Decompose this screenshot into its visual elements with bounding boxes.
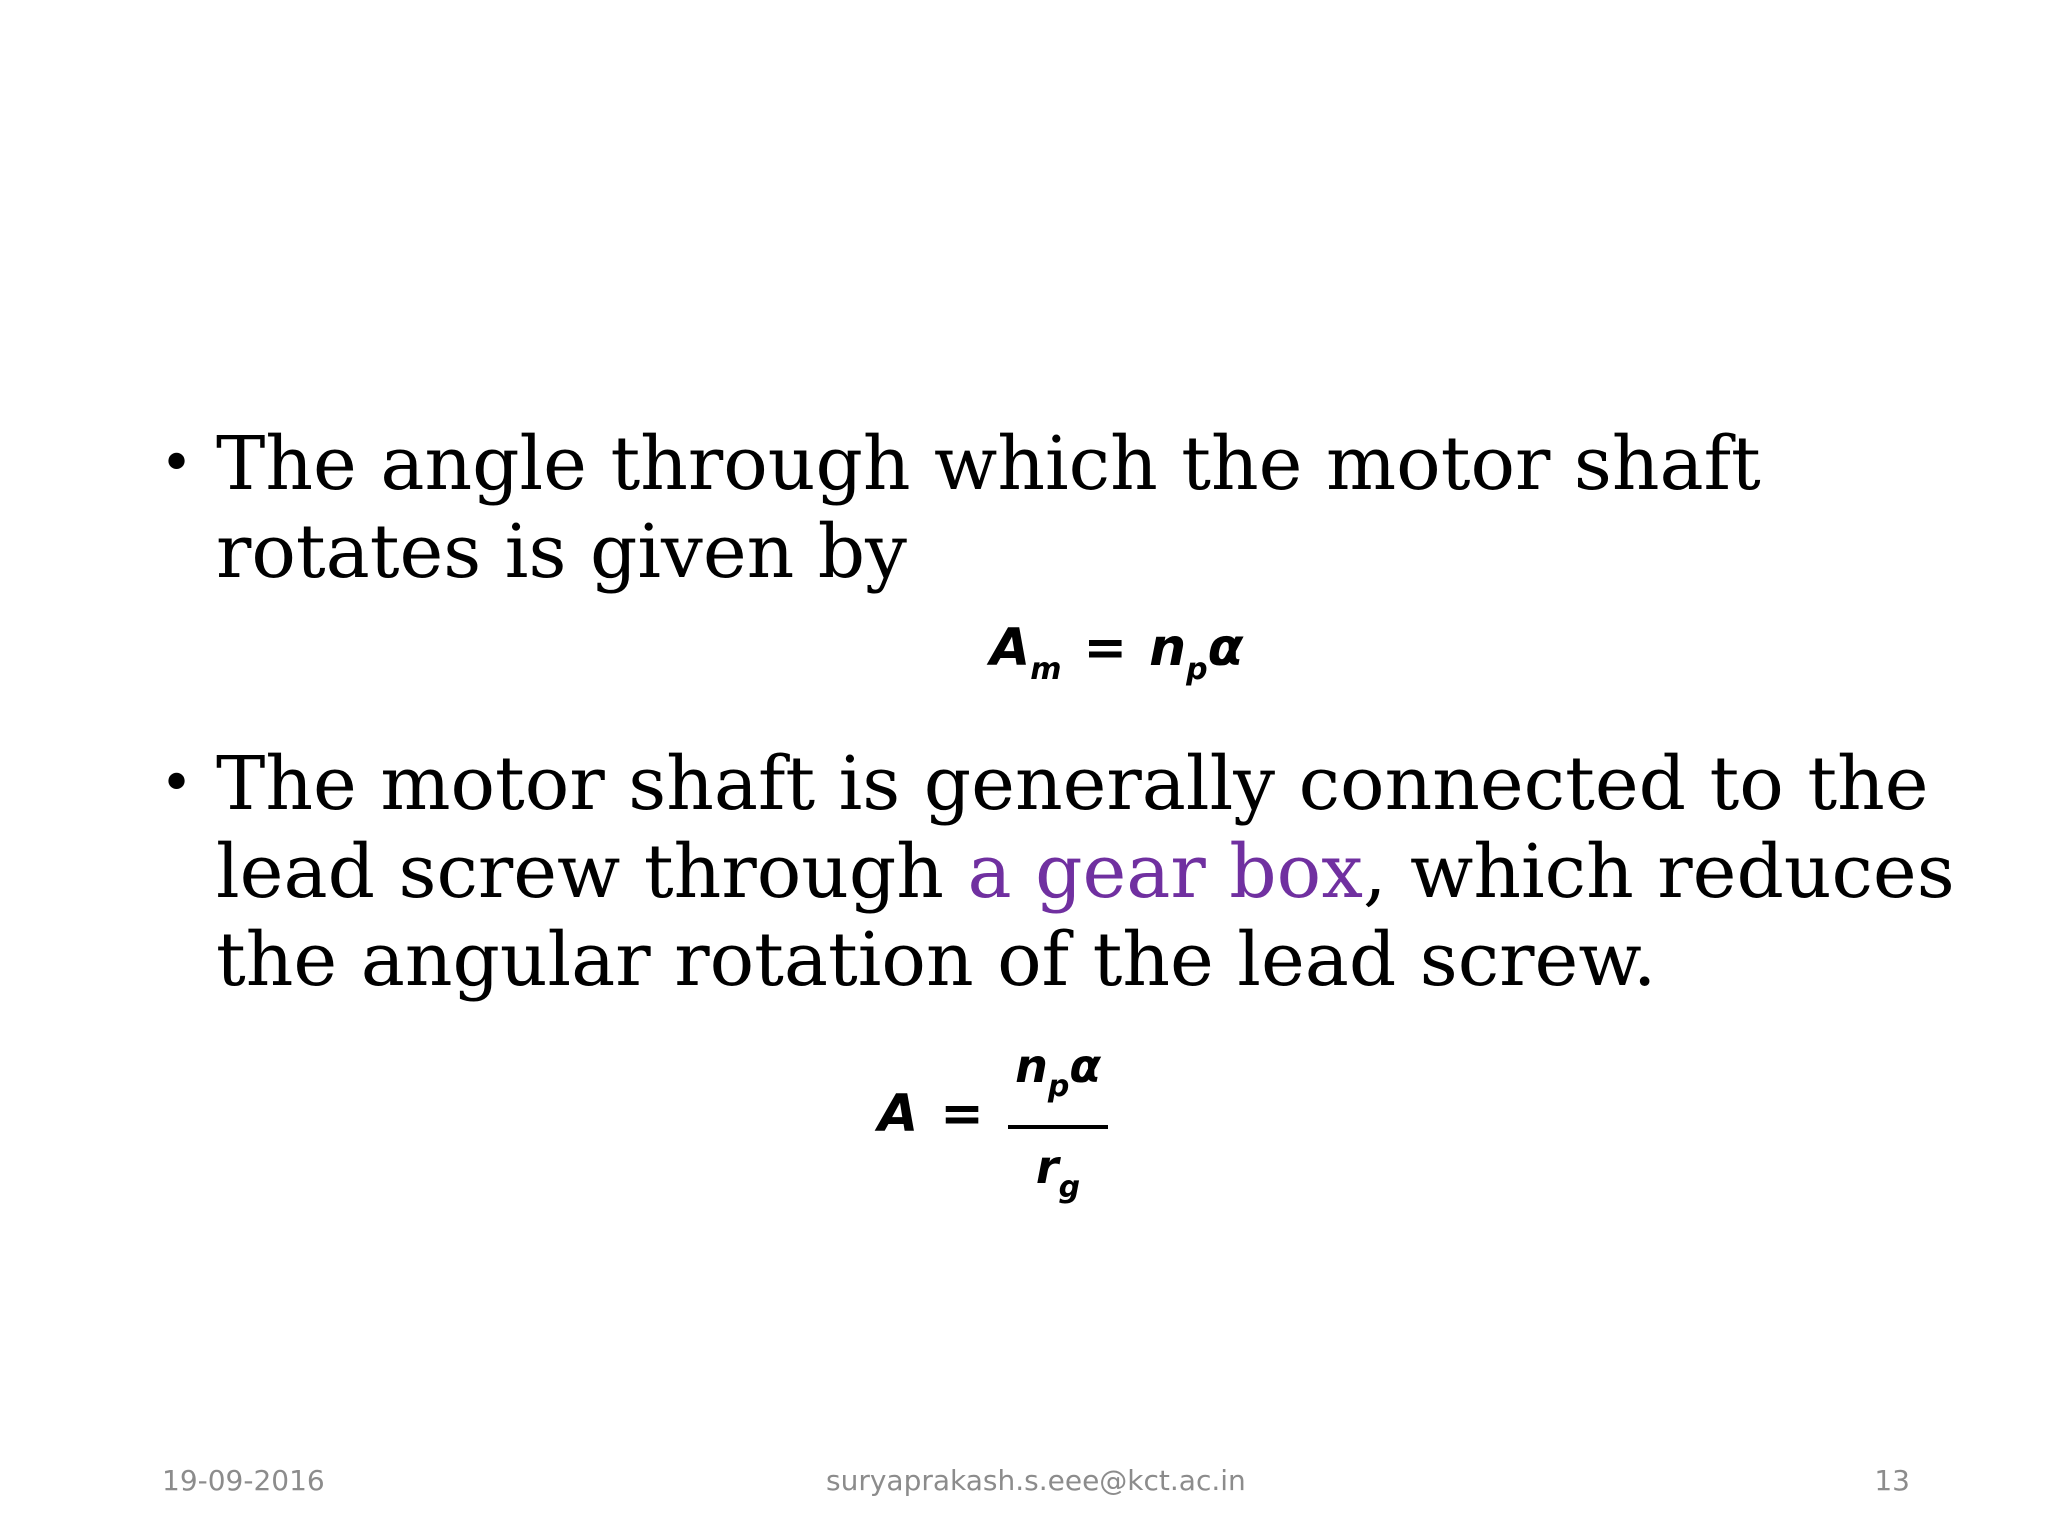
formula-equals: = bbox=[940, 1084, 984, 1144]
formula-subscript: p bbox=[1186, 652, 1208, 687]
fraction-bar bbox=[1008, 1125, 1108, 1129]
formula-subscript: m bbox=[1030, 652, 1062, 687]
bullet-row bbox=[160, 420, 1920, 596]
formula-subscript: p bbox=[1047, 1069, 1070, 1104]
bullet-marker: • bbox=[160, 431, 194, 496]
bullet-item-2 bbox=[160, 740, 1955, 1004]
bullet-item-1 bbox=[160, 420, 1920, 596]
formula-symbol: n bbox=[1149, 618, 1187, 678]
formula-symbol: α bbox=[1207, 618, 1244, 678]
bullet-text-line-mixed bbox=[216, 828, 1955, 916]
formula-equals: = bbox=[1083, 618, 1128, 678]
formula-symbol: A bbox=[990, 618, 1031, 678]
bullet-text-line: the angular rotation of the lead screw. bbox=[216, 917, 1657, 1003]
formula-symbol: r bbox=[1035, 1140, 1059, 1194]
formula-lhs bbox=[878, 1084, 1006, 1144]
gear-box-highlight: a gear box bbox=[967, 829, 1363, 915]
bullet-text-line: The motor shaft is generally connected to the bbox=[216, 741, 1929, 827]
formula-fraction bbox=[1008, 1038, 1108, 1216]
bullet-text-line: The angle through which the motor shaft bbox=[216, 421, 1761, 507]
bullet-text-line: rotates is given by bbox=[216, 509, 907, 595]
formula-symbol: n bbox=[1015, 1039, 1048, 1093]
lead-screw-angle-formula bbox=[878, 1038, 1118, 1205]
fraction-numerator bbox=[1008, 1038, 1108, 1115]
footer-page-number: 13 bbox=[1874, 1464, 1910, 1497]
motor-angle-formula bbox=[990, 618, 1243, 700]
bullet-row bbox=[160, 740, 1955, 1004]
bullet-text-segment: lead screw through bbox=[216, 829, 968, 915]
footer-email: suryaprakash.s.eee@kct.ac.in bbox=[826, 1464, 1246, 1497]
bullet-marker: • bbox=[160, 751, 194, 816]
fraction-denominator bbox=[1008, 1139, 1108, 1216]
bullet-text-segment: , which reduces bbox=[1362, 829, 1955, 915]
formula-symbol: A bbox=[878, 1084, 919, 1144]
footer-date: 19-09-2016 bbox=[162, 1464, 325, 1497]
formula-subscript: g bbox=[1058, 1170, 1081, 1205]
formula-symbol: α bbox=[1069, 1039, 1101, 1093]
